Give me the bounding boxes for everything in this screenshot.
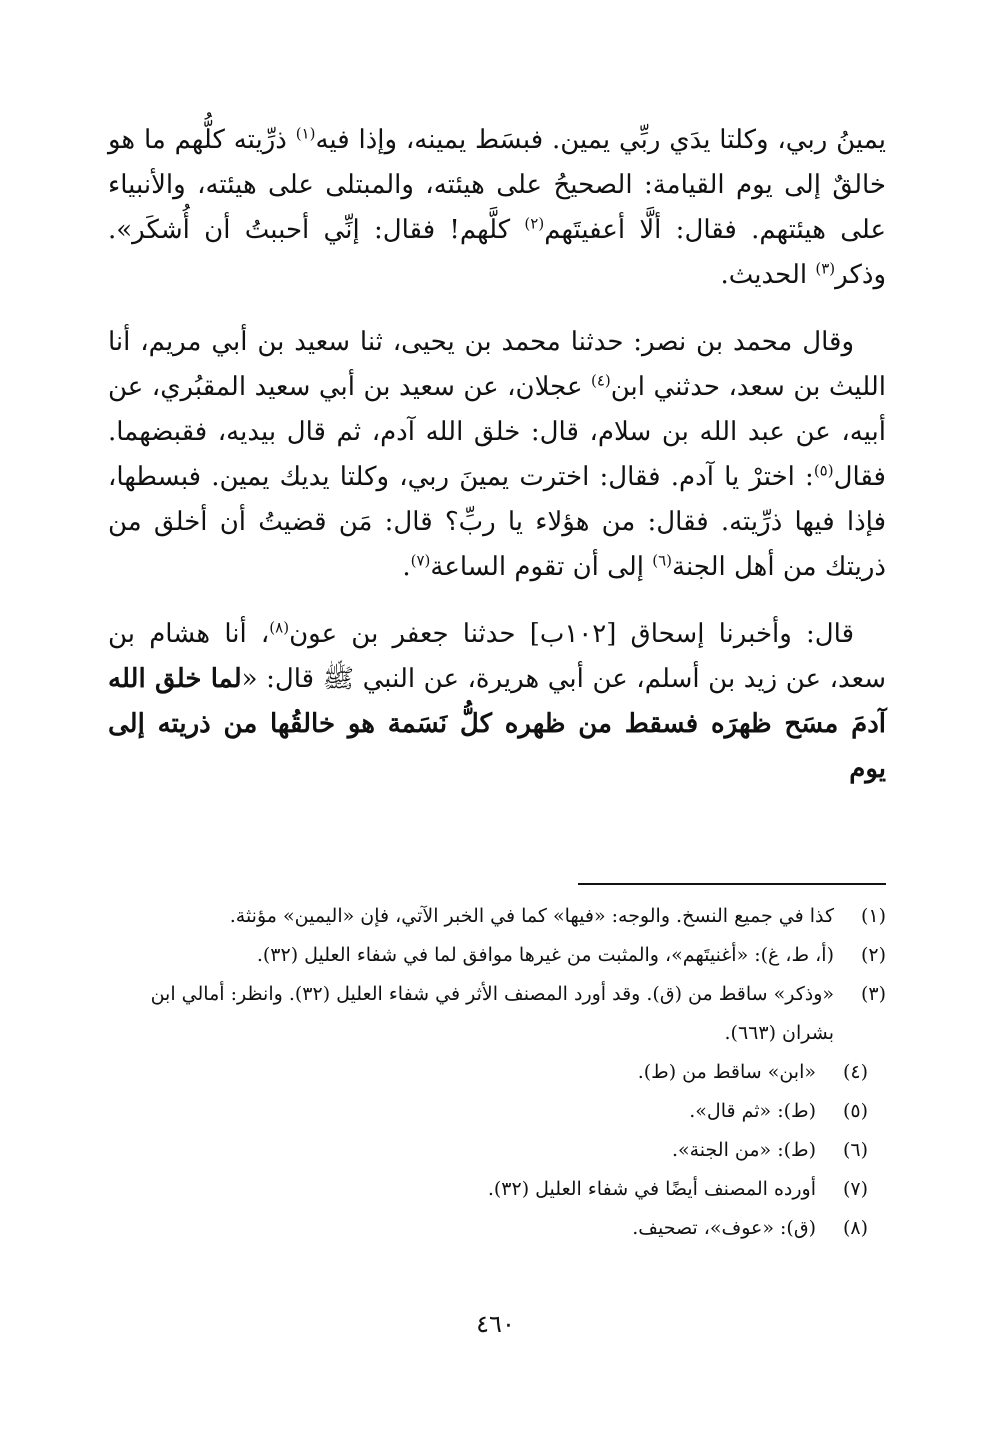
- footnote-text: (أ، ط، غ): «أغنيتَهم»، والمثبت من غيرها موافق لما في شفاء العليل (٣٢).: [256, 944, 834, 966]
- footnote-ref-8[interactable]: (٨): [269, 618, 290, 637]
- footnote-6: [108, 1131, 886, 1170]
- text-segment: ، أنا هشام بن سعد، عن زيد بن أسلم، عن أبي هريرة، عن النبي ﷺ قال: «: [108, 619, 886, 694]
- text-segment: : اخترْ يا آدم. فقال: اخترت يمينَ ربي، وكلتا يديك يمين. فبسطها، فإذا فيها ذرِّيته. فقال: من هؤلاء يا ربِّ؟ قال: مَن قضيتُ أن أخلق من ذريتك من أهل الجنة: [108, 462, 886, 582]
- footnote-ref-1[interactable]: (١): [295, 124, 316, 143]
- paragraph-2: [108, 320, 886, 590]
- footnote-text: كذا في جميع النسخ. والوجه: «فيها» كما في الخبر الآتي، فإن «اليمين» مؤنثة.: [229, 905, 834, 927]
- text-segment: كلَّهم! فقال: إنِّي أحببتُ أن أُشكَر». وذكر: [108, 215, 886, 290]
- paragraph-3: [108, 612, 886, 792]
- paragraph-1: [108, 118, 886, 298]
- footnote-text: «وذكر» ساقط من (ق). وقد أورد المصنف الأثر في شفاء العليل (٣٢). وانظر: أمالي ابن بشران (٦٦٣).: [150, 983, 834, 1044]
- footnote-text: (ط): «ثم قال».: [689, 1100, 816, 1122]
- text-segment: عجلان، عن سعيد بن أبي سعيد المقبُري، عن أبيه، عن عبد الله بن سلام، قال: خلق الله آدم، ثم قال بيديه، فقبضهما. فقال: [108, 372, 886, 492]
- footnote-2: [108, 936, 886, 975]
- footnote-ref-4[interactable]: (٤): [590, 371, 611, 390]
- text-segment: الحديث.: [720, 260, 816, 290]
- footnote-text: (ق): «عوف»، تصحيف.: [632, 1217, 816, 1239]
- text-segment: وقال محمد بن نصر: حدثنا محمد بن يحيى، ثنا سعيد بن أبي مريم، أنا الليث بن سعد، حدثني ابن: [108, 327, 886, 402]
- footnote-ref-2[interactable]: (٢): [524, 214, 545, 233]
- footnote-number: (٥): [842, 1100, 868, 1122]
- footnote-number: (٧): [842, 1178, 868, 1200]
- footnote-number: (١): [860, 905, 886, 927]
- footnote-4: [108, 1053, 886, 1092]
- footnote-number: (٢): [860, 944, 886, 966]
- hadith-text: لما خلق الله آدمَ مسَح ظهرَه فسقط من ظهره كلُّ نَسَمة هو خالقُها من ذريته إلى يوم: [108, 664, 886, 784]
- text-segment: إلى أن تقوم الساعة: [430, 552, 653, 582]
- footnote-ref-6[interactable]: (٦): [652, 551, 673, 570]
- footnote-ref-5[interactable]: (٥): [813, 461, 834, 480]
- footnote-text: (ط): «من الجنة».: [671, 1139, 816, 1161]
- footnote-number: (٨): [842, 1217, 868, 1239]
- footnote-text: أورده المصنف أيضًا في شفاء العليل (٣٢).: [487, 1178, 816, 1200]
- text-segment: يمينُ ربي، وكلتا يدَي ربِّي يمين. فبسَط يمينه، وإذا فيه: [315, 125, 886, 155]
- footnote-text: «ابن» ساقط من (ط).: [637, 1061, 816, 1083]
- footnote-ref-3[interactable]: (٣): [815, 259, 836, 278]
- footnote-ref-7[interactable]: (٧): [410, 551, 431, 570]
- text-segment: ذرِّيته كلُّهم ما هو خالقٌ إلى يوم القيامة: الصحيحُ على هيئته، والمبتلى على هيئته، والأنبياء على هيئتهم. فقال: ألَّا أعفيتَهم: [108, 125, 886, 245]
- footnote-8: [108, 1209, 886, 1248]
- page-number: ٤٦٠: [476, 1310, 515, 1338]
- footnotes-list: [108, 897, 886, 1248]
- footnote-3: [108, 975, 886, 1053]
- footnote-separator: [578, 883, 886, 885]
- footnote-number: (٤): [842, 1061, 868, 1083]
- footnote-1: [108, 897, 886, 936]
- main-text: [108, 118, 886, 792]
- text-segment: قال: وأخبرنا إسحاق [١٠٢ب] حدثنا جعفر بن عون: [289, 619, 854, 649]
- footnote-number: (٦): [842, 1139, 868, 1161]
- footnote-number: (٣): [860, 983, 886, 1005]
- text-segment: .: [402, 552, 411, 582]
- footnote-5: [108, 1092, 886, 1131]
- footnote-7: [108, 1170, 886, 1209]
